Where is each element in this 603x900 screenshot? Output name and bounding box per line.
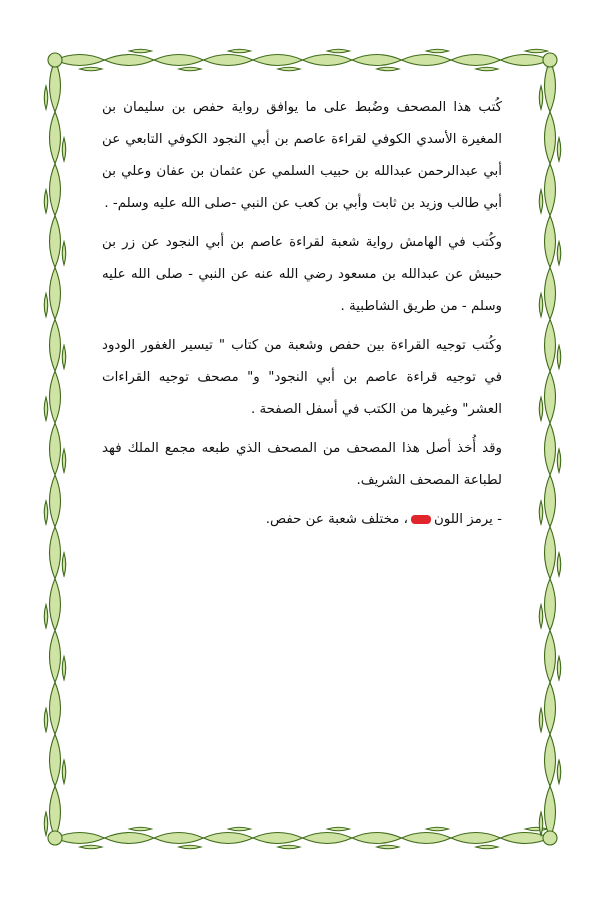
vine-leaf [154, 55, 204, 66]
vine-leaf [62, 656, 66, 679]
vine-leaf [557, 345, 561, 368]
vine-corner-knot [543, 831, 557, 845]
vine-leaf [50, 475, 61, 527]
vine-leaf [545, 579, 556, 631]
vine-leaf [303, 55, 353, 66]
vine-corner-knot [48, 53, 62, 67]
vine-leaf [44, 86, 48, 109]
vine-leaf [228, 827, 250, 831]
vine-leaf [44, 501, 48, 524]
vine-leaf [539, 605, 543, 628]
vine-leaf [525, 827, 547, 831]
vine-leaf [377, 845, 399, 849]
vine-leaf [80, 845, 102, 849]
vine-leaf [451, 833, 501, 844]
vine-leaf [545, 164, 556, 216]
paragraph-mushaf-origin: وقد أُخذ أصل هذا المصحف من المصحف الذي طبعه مجمع الملك فهد لطباعة المصحف الشريف. [102, 441, 502, 488]
vine-leaf [129, 827, 151, 831]
vine-leaf [44, 605, 48, 628]
vine-leaf [539, 86, 543, 109]
vine-leaf [62, 760, 66, 783]
vine-leaf [179, 845, 201, 849]
legend-suffix: ، مختلف شعبة عن حفص. [265, 512, 408, 527]
vine-leaf [253, 833, 303, 844]
vine-leaf [327, 49, 349, 53]
vine-leaf [545, 734, 556, 786]
color-legend [102, 504, 502, 536]
vine-leaf [303, 833, 353, 844]
vine-leaf [377, 67, 399, 71]
vine-leaf [50, 267, 61, 319]
vine-leaf [545, 371, 556, 423]
vine-leaf [545, 60, 556, 112]
vine-leaf [50, 216, 61, 268]
vine-leaf [44, 708, 48, 731]
vine-leaf [50, 631, 61, 683]
vine-leaf [50, 579, 61, 631]
vine-leaf [50, 112, 61, 164]
vine-leaf [204, 55, 254, 66]
vine-leaf [557, 242, 561, 265]
vine-leaf [50, 164, 61, 216]
vine-leaf [80, 67, 102, 71]
vine-leaf [50, 423, 61, 475]
vine-leaf [327, 827, 349, 831]
vine-leaf [62, 345, 66, 368]
vine-leaf [539, 397, 543, 420]
vine-leaf [545, 319, 556, 371]
vine-leaf [557, 449, 561, 472]
vine-leaf [228, 49, 250, 53]
vine-leaf [525, 49, 547, 53]
vine-leaf [278, 67, 300, 71]
vine-leaf [451, 55, 501, 66]
vine-leaf [545, 267, 556, 319]
vine-leaf [50, 734, 61, 786]
paragraph-hafs-narration: كُتب هذا المصحف وضُبط على ما يوافق رواية حفص بن سليمان بن المغيرة الأسدي الكوفي لقراءة عاصم بن أبي النجود الكوفي التابعي عن أبي عبدالرحمن عبدالله بن حبيب السلمي عن عثمان بن عفان وعلي بن أبي طالب وزيد بن ثابت وأبي بن كعب عن النبي -صلى الله عليه وسلم- . [102, 100, 502, 211]
vine-leaf [426, 49, 448, 53]
vine-leaf [154, 833, 204, 844]
vine-leaf [545, 786, 556, 838]
vine-leaf [352, 55, 402, 66]
vine-leaf [179, 67, 201, 71]
vine-corner-knot [543, 53, 557, 67]
vine-leaf [62, 242, 66, 265]
document-body [102, 92, 502, 632]
vine-leaf [105, 833, 155, 844]
vine-leaf [105, 55, 155, 66]
vine-leaf [476, 845, 498, 849]
vine-leaf [50, 319, 61, 371]
vine-leaf [557, 760, 561, 783]
vine-leaf [545, 682, 556, 734]
legend-prefix: - يرمز اللون [433, 512, 502, 527]
vine-leaf [545, 423, 556, 475]
vine-leaf [476, 67, 498, 71]
vine-leaf [402, 833, 452, 844]
vine-leaf [44, 190, 48, 213]
vine-leaf [426, 827, 448, 831]
vine-leaf [44, 293, 48, 316]
vine-leaf [545, 475, 556, 527]
vine-leaf [539, 190, 543, 213]
vine-leaf [557, 656, 561, 679]
vine-leaf [50, 682, 61, 734]
vine-leaf [539, 812, 543, 835]
vine-leaf [278, 845, 300, 849]
vine-leaf [50, 527, 61, 579]
vine-leaf [129, 49, 151, 53]
vine-leaf [62, 449, 66, 472]
paragraph-tawjih-sources: وكُتب توجيه القراءة بين حفص وشعبة من كتاب " تيسير الغفور الودود في توجيه قراءة عاصم بن أبي النجود" و" مصحف توجيه القراءات العشر" وغيرها من الكتب في أسفل الصفحة . [102, 338, 502, 417]
vine-leaf [50, 786, 61, 838]
vine-leaf [352, 833, 402, 844]
vine-leaf [62, 138, 66, 161]
vine-leaf [539, 708, 543, 731]
vine-leaf [402, 55, 452, 66]
vine-leaf [539, 501, 543, 524]
vine-leaf [539, 293, 543, 316]
vine-leaf [62, 553, 66, 576]
vine-leaf [557, 138, 561, 161]
vine-leaf [545, 216, 556, 268]
vine-corner-knot [48, 831, 62, 845]
paragraph-shuba-narration: وكُتب في الهامش رواية شعبة لقراءة عاصم بن أبي النجود عن زر بن حبيش عن عبدالله بن مسعود رضي الله عنه عن النبي - صلى الله عليه وسلم - من طريق الشاطبية . [102, 235, 502, 314]
vine-leaf [557, 553, 561, 576]
red-color-swatch [411, 515, 431, 524]
vine-leaf [44, 397, 48, 420]
vine-leaf [545, 527, 556, 579]
vine-leaf [253, 55, 303, 66]
vine-leaf [545, 631, 556, 683]
vine-leaf [545, 112, 556, 164]
vine-leaf [204, 833, 254, 844]
vine-leaf [50, 60, 61, 112]
vine-leaf [44, 812, 48, 835]
vine-leaf [50, 371, 61, 423]
